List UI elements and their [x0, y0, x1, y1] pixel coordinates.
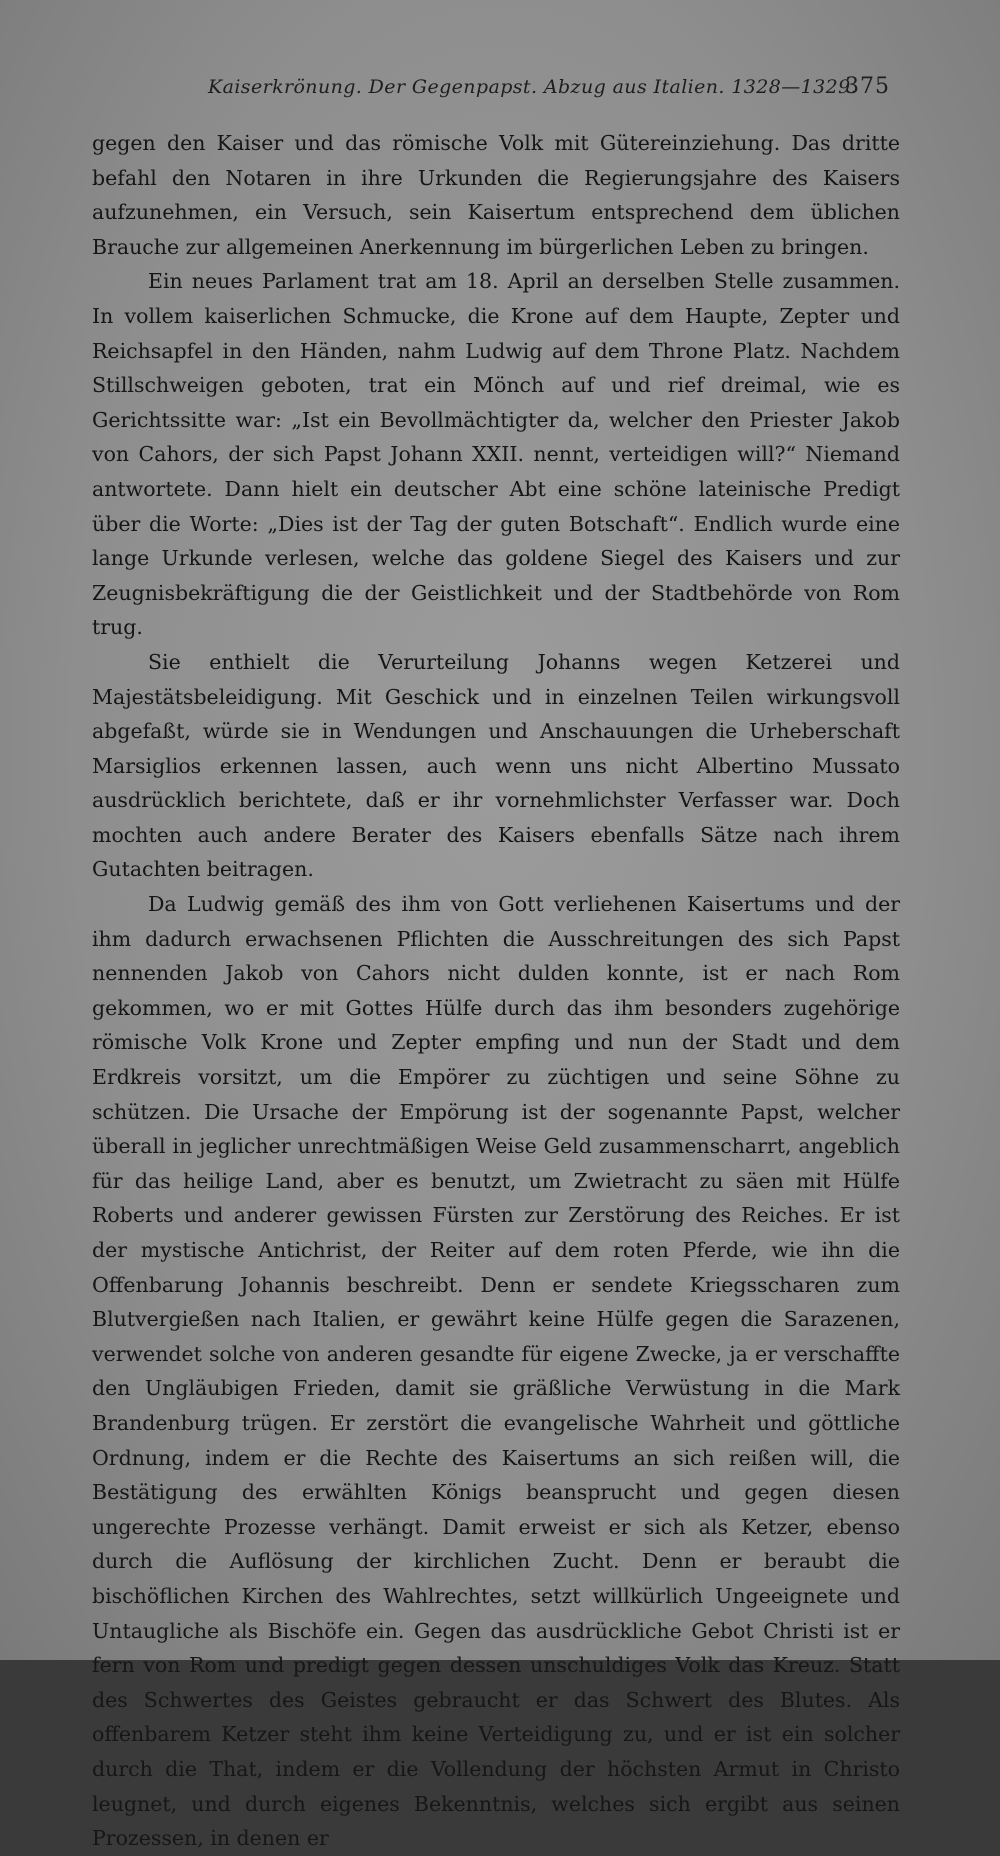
paragraph-1: gegen den Kaiser und das römische Volk mit Gütereinziehung. Das dritte befahl den Notaren in ihre Urkunden die Regierungsjahre des Kaisers aufzunehmen, ein Versuch, sein Kaisertum entsprechend dem üblichen Brauche zur allgemeinen Anerkennung im bürgerlichen Leben zu bringen.: [92, 131, 900, 259]
paragraph-2: Ein neues Parlament trat am 18. April an derselben Stelle zusammen. In vollem kaiserlichen Schmucke, die Krone auf dem Haupte, Zepter und Reichsapfel in den Händen, nahm Ludwig auf dem Throne Platz. Nachdem Stillschweigen geboten, trat ein Mönch auf und rief dreimal, wie es Gerichtssitte war: „Ist ein Bevollmächtigter da, welcher den Priester Jakob von Cahors, der sich Papst Johann XXII. nennt, verteidigen will?“ Niemand antwortete. Dann hielt ein deutscher Abt eine schöne lateinische Predigt über die Worte: „Dies ist der Tag der guten Botschaft“. Endlich wurde eine lange Urkunde verlesen, welche das goldene Siegel des Kaisers und zur Zeugnisbekräftigung die der Geistlichkeit und der Stadtbehörde von Rom trug.: [92, 269, 900, 640]
paragraph-4: Da Ludwig gemäß des ihm von Gott verliehenen Kaisertums und der ihm dadurch erwachsenen Pflichten die Ausschreitungen des sich Papst nennenden Jakob von Cahors nicht dulden konnte, ist er nach Rom gekommen, wo er mit Gottes Hülfe durch das ihm besonders zugehörige römische Volk Krone und Zepter empfing und nun der Stadt und dem Erdkreis vorsitzt, um die Empörer zu züchtigen und seine Söhne zu schützen. Die Ursache der Empörung ist der sogenannte Papst, welcher überall in jeglicher unrechtmäßigen Weise Geld zusammenscharrt, angeblich für das heilige Land, aber es benutzt, um Zwietracht zu säen mit Hülfe Roberts und anderer gewissen Fürsten zur Zerstörung des Reiches. Er ist der mystische Antichrist, der Reiter auf dem roten Pferde, wie ihn die Offenbarung Johannis beschreibt. Denn er sendete Kriegsscharen zum Blutvergießen nach Italien, er gewährt keine Hülfe gegen die Sarazenen, verwendet solche von anderen gesandte für eigene Zwecke, ja er verschaffte den Ungläubigen Frieden, damit sie gräßliche Verwüstung in die Mark Brandenburg trügen. Er zerstört die evangelische Wahrheit und göttliche Ordnung, indem er die Rechte des Kaisertums an sich reißen will, die Bestätigung des erwählten Königs beansprucht und gegen diesen ungerechte Prozesse verhängt. Damit erweist er sich als Ketzer, ebenso durch die Auflösung der kirchlichen Zucht. Denn er beraubt die bischöflichen Kirchen des Wahlrechtes, setzt willkürlich Ungeeignete und Untaugliche als Bischöfe ein. Gegen das ausdrückliche Gebot Christi ist er fern von Rom und predigt gegen dessen unschuldiges Volk das Kreuz. Statt des Schwertes des Geistes gebraucht er das Schwert des Blutes. Als offenbarem Ketzer steht ihm keine Verteidigung zu, und er ist ein solcher durch die That, indem er die Vollendung der höchsten Armut in Christo leugnet, und durch eigenes Bekenntnis, welches sich ergibt aus seinen Prozessen, in denen er: [92, 892, 900, 1851]
page-header: [90, 76, 890, 108]
paragraph-3: Sie enthielt die Verurteilung Johanns wegen Ketzerei und Majestätsbeleidigung. Mit Geschick und in einzelnen Teilen wirkungsvoll abgefaßt, würde sie in Wendungen und Anschauungen die Urheberschaft Marsiglios erkennen lassen, auch wenn uns nicht Albertino Mussato ausdrücklich berichtete, daß er ihr vornehmlichster Verfasser war. Doch mochten auch andere Berater des Kaisers ebenfalls Sätze nach ihrem Gutachten beitragen.: [92, 649, 900, 882]
body-text: [92, 126, 900, 1856]
page-number: 375: [845, 74, 890, 99]
running-head: Kaiserkrönung. Der Gegenpapst. Abzug aus Italien. 1328—1329.: [208, 76, 858, 98]
